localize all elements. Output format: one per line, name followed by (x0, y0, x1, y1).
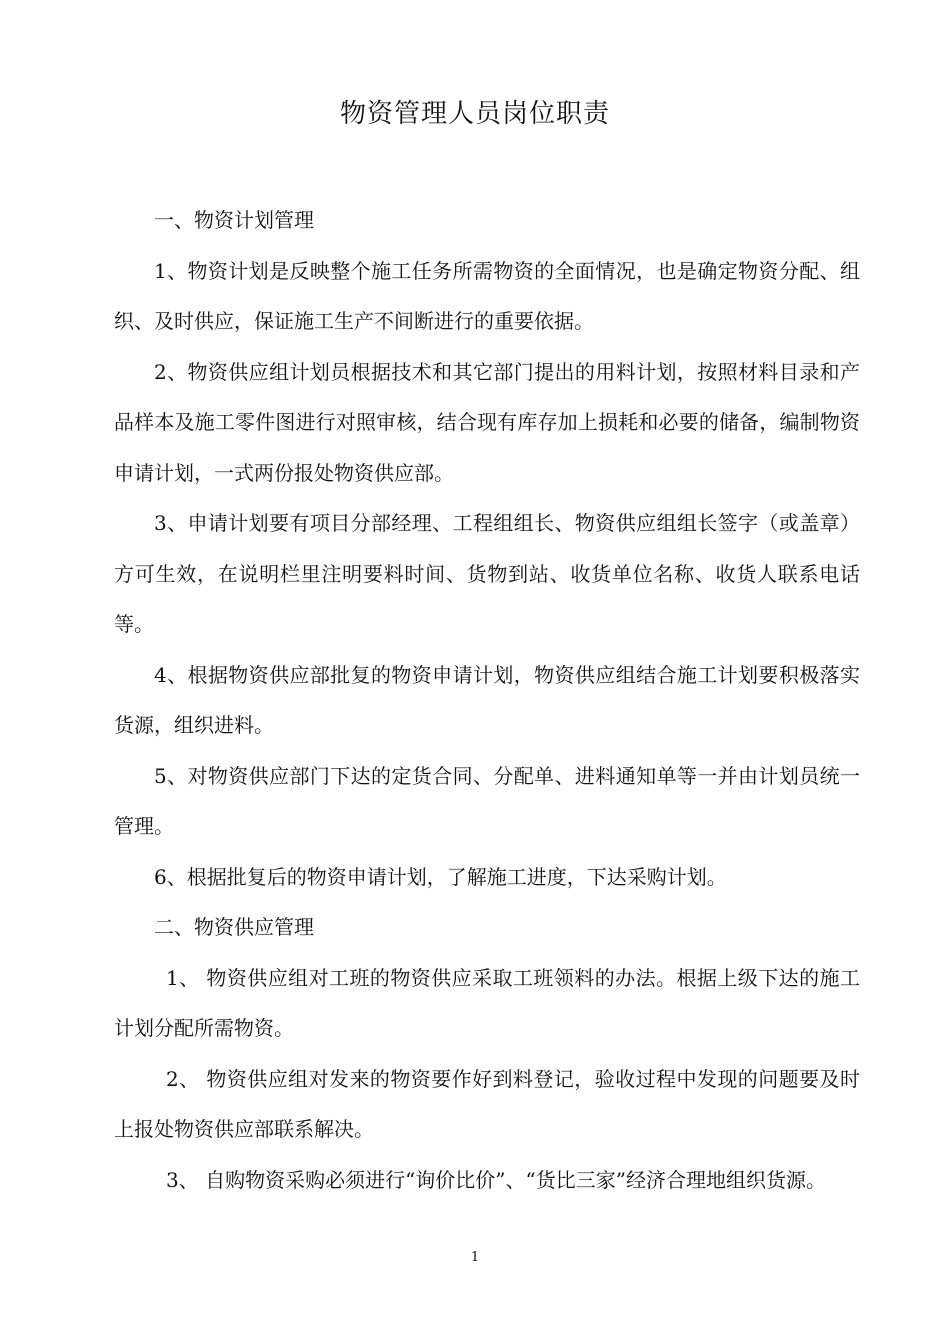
section-heading: 一、物资计划管理 (154, 208, 314, 232)
paragraph: 1、 物资供应组对工班的物资供应采取工班领料的办法。根据上级下达的施工计划分配所需物资。 (114, 965, 860, 1040)
page-number: 1 (470, 1250, 480, 1265)
paragraph: 1、物资计划是反映整个施工任务所需物资的全面情况，也是确定物资分配、组织、及时供应，保证施工生产不间断进行的重要依据。 (114, 258, 860, 333)
paragraph: 3、 自购物资采购必须进行“询价比价”、“货比三家”经济合理地组织货源。 (166, 1167, 826, 1192)
paragraph: 5、对物资供应部门下达的定货合同、分配单、进料通知单等一并由计划员统一管理。 (114, 763, 860, 838)
paragraph: 3、申请计划要有项目分部经理、工程组组长、物资供应组组长签字（或盖章）方可生效，在说明栏里注明要料时间、货物到站、收货单位名称、收货人联系电话等。 (114, 511, 860, 636)
section-heading: 二、物资供应管理 (154, 915, 314, 939)
paragraph: 2、 物资供应组对发来的物资要作好到料登记，验收过程中发现的问题要及时上报处物资供应部联系解决。 (114, 1066, 860, 1141)
paragraph: 4、根据物资供应部批复的物资申请计划，物资供应组结合施工计划要积极落实货源，组织进料。 (114, 662, 860, 737)
document-title: 物资管理人员岗位职责 (339, 99, 610, 129)
document-body (114, 195, 860, 1205)
paragraph: 2、物资供应组计划员根据技术和其它部门提出的用料计划，按照材料目录和产品样本及施工零件图进行对照审核，结合现有库存加上损耗和必要的储备，编制物资申请计划，一式两份报处物资供应部。 (114, 359, 860, 485)
paragraph: 6、根据批复后的物资申请计划，了解施工进度，下达采购计划。 (154, 864, 727, 889)
